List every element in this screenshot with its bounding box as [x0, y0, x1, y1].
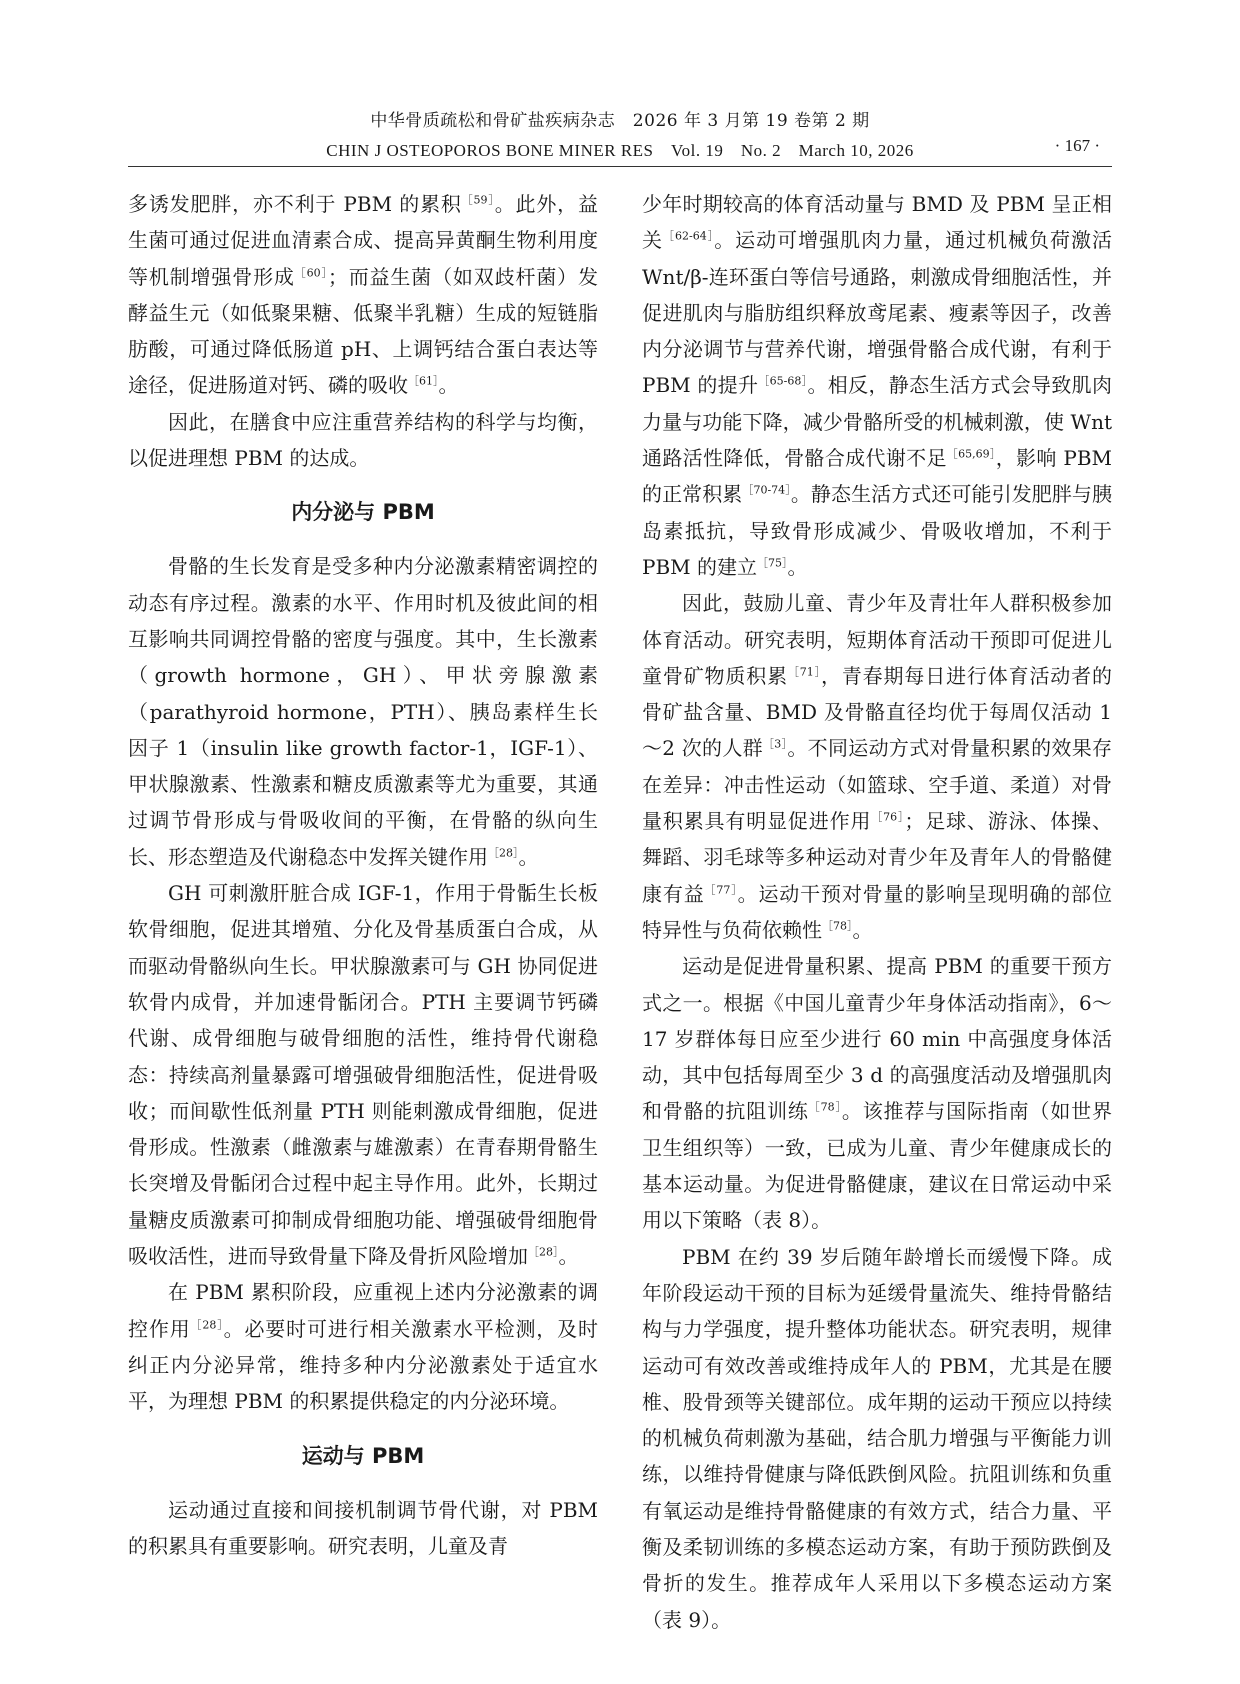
paragraph: PBM 在约 39 岁后随年龄增长而缓慢下降。成年阶段运动干预的目标为延缓骨量流失、维持骨骼结构与力学强度，提升整体功能状态。研究表明，规律运动可有效改善或维持成年人的 PBM，尤其是在腰椎、股骨颈等关键部位。成年期的运动干预应以持续的机械负荷刺激为基础，结合肌力增强与平衡能力训练，以维持骨健康与降低跌倒风险。抗阻训练和负重有氧运动是维持骨骼健康的有效方式，结合力量、平衡及柔韧训练的多模态运动方案，有助于预防跌倒及骨折的发生。推荐成年人采用以下多模态运动方案（表 9）。 [642, 1244, 1112, 1632]
text-run: 骨骼的生长发育是受多种内分泌激素精密调控的动态有序过程。激素的水平、作用时机及彼此间的相互影响共同调控骨骼的密度与强度。其中，生长激素（growth hormone，GH）、甲状旁腺激素（parathyroid hormone，PTH）、胰岛素样生长因子 1（insulin like growth factor-1，IGF-1）、甲状腺激素、性激素和糖皮质激素等尤为重要，其通过调节骨形成与骨吸收间的平衡，在骨骼的纵向生长、形态塑造及代谢稳态中发挥关键作用 [128, 554, 598, 869]
text-run: 。静态生活方式还可能引发肥胖与胰岛素抵抗，导致骨形成减少、骨吸收增加，不利于 PBM 的建立 [642, 482, 1113, 579]
text-run: 运动是促进骨量积累、提高 PBM 的重要干预方式之一。根据《中国儿童青少年身体活动指南》，6～17 岁群体每日应至少进行 60 min 中高强度身体活动，其中包括每周至少 3 d 的高强度活动及增强肌肉和骨骼的抗阻训练 [642, 954, 1112, 1124]
paragraph [128, 548, 598, 875]
text-run: 因此，鼓励儿童、青少年及青壮年人群积极参加体育活动。研究表明，短期体育活动干预即可促进儿童骨矿物质积累 [642, 591, 1112, 688]
citation: ［28］ [190, 1317, 224, 1331]
paragraph [128, 875, 598, 1274]
citation: ［60］ [294, 265, 328, 279]
text-run: 。该推荐与国际指南（如世界卫生组织等）一致，已成为儿童、青少年健康成长的基本运动量。为促进骨骼健康，建议在日常运动中采用以下策略（表 8）。 [642, 1099, 1113, 1233]
right-column [642, 186, 1112, 1638]
citation: ［78］ [822, 919, 853, 933]
text-run: 。运动干预对骨量的影响呈现明确的部位特异性与负荷依赖性 [642, 881, 1113, 942]
citation: ［59］ [461, 193, 495, 207]
text-run: 。 [852, 917, 873, 942]
citation: ［78］ [808, 1100, 842, 1114]
text-run: ，影响 PBM 的正常积累 [642, 446, 1112, 507]
paragraph [128, 186, 598, 404]
paragraph [128, 1274, 598, 1419]
text-run: 。必要时可进行相关激素水平检测，及时纠正内分泌异常，维持多种内分泌激素处于适宜水平，为理想 PBM 的积累提供稳定的内分泌环境。 [128, 1316, 599, 1414]
citation: ［77］ [704, 882, 738, 896]
text-run: GH 可刺激肝脏合成 IGF-1，作用于骨骺生长板软骨细胞，促进其增殖、分化及骨基质蛋白合成，从而驱动骨骼纵向生长。甲状腺激素可与 GH 协同促进软骨内成骨，并加速骨骺闭合。PTH 主要调节钙磷代谢、成骨细胞与破骨细胞的活性，维持骨代谢稳态：持续高剂量暴露可增强破骨细胞活性，促进骨吸收；而间歇性低剂量 PTH 则能刺激成骨细胞，促进骨形成。性激素（雌激素与雄激素）在青春期骨骼生长突增及骨骺闭合过程中起主导作用。此外，长期过量糖皮质激素可抑制成骨细胞功能、增强破骨细胞骨吸收活性，进而导致骨量下降及骨折风险增加 [128, 881, 598, 1269]
text-run: 。运动可增强肌肉力量，通过机械负荷激活 Wnt/β-连环蛋白等信号通路，刺激成骨细胞活性，并促进肌肉与脂肪组织释放鸢尾素、瘦素等因子，改善内分泌调节与营养代谢，增强骨骼合成代谢，有利于 PBM 的提升 [642, 228, 1113, 398]
citation: ［65-68］ [758, 374, 808, 388]
text-run: 少年时期较高的体育活动量与 BMD 及 PBM 呈正相关 [642, 192, 1112, 253]
section-title-endocrine: 内分泌与 PBM [291, 500, 435, 525]
citation: ［28］ [528, 1245, 559, 1259]
text-run: ，青春期每日进行体育活动者的骨矿盐含量、BMD 及骨骼直径均优于每周仅活动 1～2 次的人群 [642, 663, 1113, 761]
citation: ［61］ [408, 374, 439, 388]
paragraph [642, 585, 1112, 948]
journal-title-en: CHIN J OSTEOPOROS BONE MINER RES Vol. 19 No. 2 March 10, 2026 [326, 141, 914, 160]
text-run: ；足球、游泳、体操、舞蹈、羽毛球等多种运动对青少年及青年人的骨骼健康有益 [642, 809, 1113, 906]
journal-title-cn: 中华骨质疏松和骨矿盐疾病杂志 2026 年 3 月第 19 卷第 2 期 [370, 111, 870, 131]
citation: ［62-64］ [663, 229, 715, 243]
left-column [128, 186, 598, 1564]
text-run: 。 [787, 554, 808, 579]
paragraph [642, 948, 1112, 1238]
text-run: 。 [558, 1244, 579, 1269]
text-run: 。此外，益生菌可通过促进血清素合成、提高异黄酮生物利用度等机制增强骨形成 [128, 192, 599, 289]
citation: ［65,69］ [946, 447, 996, 461]
citation: ［76］ [871, 810, 905, 824]
text-run: 多诱发肥胖，亦不利于 PBM 的累积 [128, 192, 462, 216]
citation: ［71］ [787, 665, 821, 679]
page-number: · 167 · [1054, 136, 1100, 155]
text-run: 。 [518, 844, 539, 869]
citation: ［3］ [762, 737, 788, 751]
citation: ［75］ [757, 556, 788, 570]
paragraph [642, 186, 1112, 585]
text-run: 。不同运动方式对骨量积累的效果存在差异：冲击性运动（如篮球、空手道、柔道）对骨量积累具有明显促进作用 [642, 736, 1113, 834]
citation: ［70-74］ [742, 483, 791, 497]
text-run: ；而益生菌（如双歧杆菌）发酵益生元（如低聚果糖、低聚半乳糖）生成的短链脂肪酸，可通过降低肠道 pH、上调钙结合蛋白表达等途径，促进肠道对钙、磷的吸收 [128, 264, 599, 398]
citation: ［28］ [488, 846, 519, 860]
paragraph: 运动通过直接和间接机制调节骨代谢，对 PBM 的积累具有重要影响。研究表明，儿童及青 [128, 1497, 598, 1558]
text-run: 。相反，静态生活方式会导致肌肉力量与功能下降，减少骨骼所受的机械刺激，使 Wnt 通路活性降低，骨骼合成代谢不足 [642, 373, 1113, 471]
paragraph: 因此，在膳食中应注重营养结构的科学与均衡，以促进理想 PBM 的达成。 [128, 409, 598, 471]
section-title-exercise: 运动与 PBM [301, 1443, 425, 1468]
text-run: 。 [438, 373, 459, 398]
text-run: 在 PBM 累积阶段，应重视上述内分泌激素的调控作用 [128, 1280, 598, 1341]
running-header [128, 102, 1112, 167]
